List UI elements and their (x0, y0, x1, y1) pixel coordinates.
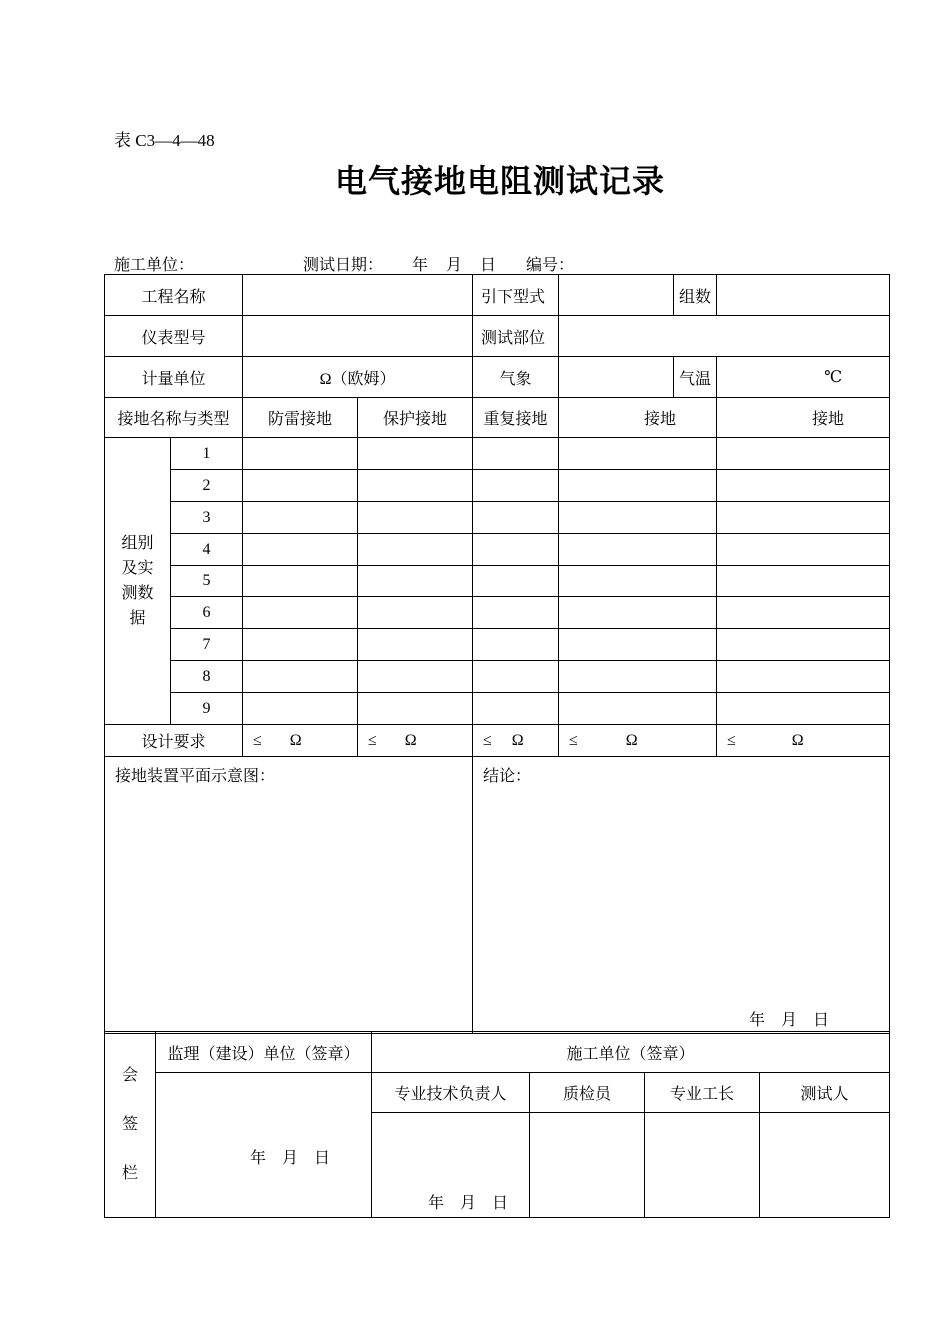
row-ground-types (105, 398, 890, 438)
ground-type-header: 接地名称与类型 (105, 398, 243, 438)
data-row-8 (105, 661, 890, 693)
cell-7-4[interactable] (559, 629, 717, 661)
construction-unit-label: 施工单位： (114, 257, 195, 274)
supervisor-date: 年 月 日 (250, 1150, 331, 1167)
weather-value[interactable] (559, 357, 674, 398)
data-row-5 (105, 566, 890, 597)
cell-4-1[interactable] (243, 534, 358, 566)
cell-3-3[interactable] (473, 502, 559, 534)
cell-8-2[interactable] (358, 661, 473, 693)
cell-3-5[interactable] (717, 502, 890, 534)
row-project (105, 275, 890, 316)
group-label-text: 组别及实测数据 (121, 535, 154, 627)
signoff-label-char: 栏 (121, 1165, 138, 1182)
cell-3-1[interactable] (243, 502, 358, 534)
project-name-label: 工程名称 (105, 275, 243, 316)
down-lead-type-label: 引下型式 (473, 275, 559, 316)
ground-type-5: 接地 (717, 398, 890, 438)
foreman-signature[interactable] (645, 1113, 760, 1218)
page-title: 电气接地电阻测试记录 (334, 162, 665, 200)
serial-label: 编号： (526, 257, 575, 274)
cell-4-3[interactable] (473, 534, 559, 566)
row-unit (105, 357, 890, 398)
cell-3-4[interactable] (559, 502, 717, 534)
design-req-4[interactable] (559, 725, 717, 757)
cell-6-4[interactable] (559, 597, 717, 629)
row-number: 5 (171, 566, 243, 597)
cell-7-1[interactable] (243, 629, 358, 661)
data-row-4 (105, 534, 890, 566)
tester-signature[interactable] (760, 1113, 890, 1218)
cell-1-4[interactable] (559, 438, 717, 470)
signoff-table (104, 1031, 890, 1218)
ohm-symbol: Ω (511, 731, 524, 749)
le-symbol: ≤ (569, 731, 578, 749)
data-row-1 (105, 438, 890, 470)
test-date-day: 日 (480, 257, 497, 274)
cell-5-2[interactable] (358, 566, 473, 597)
design-req-2[interactable] (358, 725, 473, 757)
cell-6-1[interactable] (243, 597, 358, 629)
group-count-label: 组数 (674, 275, 717, 316)
cell-1-3[interactable] (473, 438, 559, 470)
contractor-date: 年 月 日 (428, 1195, 509, 1212)
ground-type-1: 防雷接地 (243, 398, 358, 438)
ohm-symbol: Ω (625, 731, 638, 749)
le-symbol: ≤ (368, 731, 377, 749)
data-row-7 (105, 629, 890, 661)
cell-7-2[interactable] (358, 629, 473, 661)
signoff-roles-row (105, 1073, 890, 1113)
data-row-3 (105, 502, 890, 534)
cell-2-5[interactable] (717, 470, 890, 502)
supervisor-unit-label: 监理（建设）单位（签章） (156, 1032, 372, 1073)
cell-5-5[interactable] (717, 566, 890, 597)
tech-lead-signature[interactable] (372, 1113, 530, 1218)
cell-2-1[interactable] (243, 470, 358, 502)
row-number: 9 (171, 693, 243, 725)
signoff-header-row (105, 1032, 890, 1073)
signoff-column-label (105, 1032, 156, 1218)
main-table (104, 274, 890, 1034)
le-symbol: ≤ (253, 731, 262, 749)
group-count-value[interactable] (717, 275, 890, 316)
test-location-label: 测试部位 (473, 316, 559, 357)
row-number: 7 (171, 629, 243, 661)
data-row-2 (105, 470, 890, 502)
row-design (105, 725, 890, 757)
cell-5-4[interactable] (559, 566, 717, 597)
design-requirement-label: 设计要求 (105, 725, 243, 757)
conclusion-label: 结论： (483, 768, 532, 785)
contractor-unit-label: 施工单位（签章） (372, 1032, 890, 1073)
group-label (105, 438, 171, 725)
instrument-model-label: 仪表型号 (105, 316, 243, 357)
cell-6-2[interactable] (358, 597, 473, 629)
cell-9-2[interactable] (358, 693, 473, 725)
diagram-label: 接地装置平面示意图： (115, 768, 276, 785)
cell-1-5[interactable] (717, 438, 890, 470)
cell-9-4[interactable] (559, 693, 717, 725)
down-lead-type-value[interactable] (559, 275, 674, 316)
signoff-label-char: 会 (121, 1067, 138, 1084)
row-number: 3 (171, 502, 243, 534)
cell-8-5[interactable] (717, 661, 890, 693)
row-number: 4 (171, 534, 243, 566)
row-number: 6 (171, 597, 243, 629)
signoff-label-char: 签 (121, 1116, 138, 1133)
row-number: 1 (171, 438, 243, 470)
role-tester: 测试人 (760, 1073, 890, 1113)
ground-type-2: 保护接地 (358, 398, 473, 438)
quality-inspector-signature[interactable] (530, 1113, 645, 1218)
cell-5-1[interactable] (243, 566, 358, 597)
row-number: 2 (171, 470, 243, 502)
temperature-unit: ℃ (717, 357, 890, 398)
ohm-symbol: Ω (404, 731, 417, 749)
temperature-label: 气温 (674, 357, 717, 398)
ground-type-3: 重复接地 (473, 398, 559, 438)
diagram-area[interactable] (105, 757, 473, 1034)
role-quality-inspector: 质检员 (530, 1073, 645, 1113)
cell-1-1[interactable] (243, 438, 358, 470)
cell-8-4[interactable] (559, 661, 717, 693)
project-name-value[interactable] (243, 275, 473, 316)
cell-2-3[interactable] (473, 470, 559, 502)
instrument-model-value[interactable] (243, 316, 473, 357)
le-symbol: ≤ (727, 731, 736, 749)
cell-4-4[interactable] (559, 534, 717, 566)
test-date-label: 测试日期： (303, 257, 384, 274)
data-row-9 (105, 693, 890, 725)
role-tech-lead: 专业技术负责人 (372, 1073, 530, 1113)
test-date-year: 年 (412, 257, 429, 274)
role-foreman: 专业工长 (645, 1073, 760, 1113)
cell-7-3[interactable] (473, 629, 559, 661)
row-instrument (105, 316, 890, 357)
ohm-symbol: Ω (289, 731, 302, 749)
design-req-3[interactable] (473, 725, 559, 757)
cell-7-5[interactable] (717, 629, 890, 661)
cell-3-2[interactable] (358, 502, 473, 534)
test-date-month: 月 (446, 257, 463, 274)
cell-4-5[interactable] (717, 534, 890, 566)
supervisor-signature-area[interactable] (156, 1073, 372, 1218)
weather-label: 气象 (473, 357, 559, 398)
cell-1-2[interactable] (358, 438, 473, 470)
design-req-1[interactable] (243, 725, 358, 757)
cell-2-4[interactable] (559, 470, 717, 502)
design-req-5[interactable] (717, 725, 890, 757)
unit-value: Ω（欧姆） (243, 357, 473, 398)
cell-8-1[interactable] (243, 661, 358, 693)
cell-9-1[interactable] (243, 693, 358, 725)
cell-2-2[interactable] (358, 470, 473, 502)
conclusion-area[interactable] (473, 757, 890, 1034)
ground-type-4: 接地 (559, 398, 717, 438)
cell-9-3[interactable] (473, 693, 559, 725)
cell-5-3[interactable] (473, 566, 559, 597)
row-number: 8 (171, 661, 243, 693)
cell-6-5[interactable] (717, 597, 890, 629)
unit-label: 计量单位 (105, 357, 243, 398)
ohm-symbol: Ω (791, 731, 804, 749)
conclusion-date: 年 月 日 (749, 1012, 830, 1029)
test-location-value[interactable] (559, 316, 890, 357)
cell-4-2[interactable] (358, 534, 473, 566)
cell-9-5[interactable] (717, 693, 890, 725)
data-row-6 (105, 597, 890, 629)
cell-8-3[interactable] (473, 661, 559, 693)
row-notes (105, 757, 890, 1034)
cell-6-3[interactable] (473, 597, 559, 629)
le-symbol: ≤ (483, 731, 492, 749)
form-code: 表 C3—4—48 (114, 131, 215, 150)
